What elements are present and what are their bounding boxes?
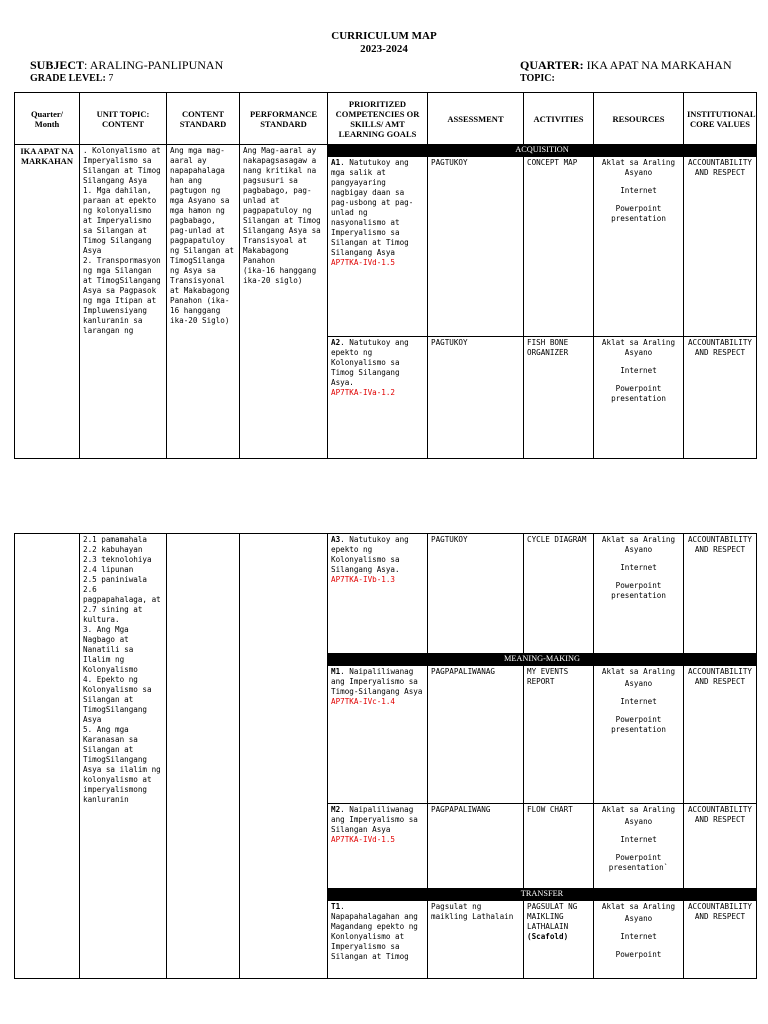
- assessment-cell: Pagsulat ng maikling Lathalain: [428, 901, 524, 979]
- core-values-cell: ACCOUNTABILITY AND RESPECT: [684, 901, 757, 979]
- competency-code: AP7TKA-IVb-1.3: [331, 575, 396, 584]
- activity-cell: PAGSULAT NG MAIKLING LATHALAIN (Scafold): [524, 901, 594, 979]
- competency-code: AP7TKA-IVc-1.4: [331, 697, 396, 706]
- acquisition-band: ACQUISITION: [328, 145, 757, 157]
- table-header-row: [15, 93, 757, 145]
- resources-cell: Aklat sa Araling Asyano Internet Powerpoint presentation: [594, 337, 684, 459]
- activity-cell: FLOW CHART: [524, 804, 594, 889]
- core-values-cell: ACCOUNTABILITY AND RESPECT: [684, 666, 757, 804]
- competency-cell: A3. Natutukoy ang epekto ng Kolonyalismo sa Silangang Asya. AP7TKA-IVb-1.3: [328, 534, 428, 654]
- unit-topic-cell: 2.1 pamamahala 2.2 kabuhayan 2.3 teknolohiya 2.4 lipunan 2.5 paniniwala 2.6 pagpapahalaga, at 2.7 sining at kultura. 3. Ang Mga Nagbago at Nanatili sa Ilalim ng Kolonyalismo 4. Epekto ng Kolonyalismo sa Silangan at TimogSilangang Asya 5. Ang mga Karanasan sa Silangan at TimogSilangang Asya sa ilalim ng kolonyalismo at imperyalismong kanluranin: [80, 534, 167, 979]
- competency-code: AP7TKA-IVa-1.2: [331, 388, 396, 397]
- activity-note: (Scafold): [527, 932, 569, 941]
- resources-cell: Aklat sa Araling Asyano Internet Powerpoint presentation: [594, 534, 684, 654]
- column-header: PERFORMANCE STANDARD: [240, 93, 328, 145]
- grade-line: [30, 73, 113, 84]
- column-header: CONTENT STANDARD: [167, 93, 240, 145]
- activity-cell: FISH BONE ORGANIZER: [524, 337, 594, 459]
- quarter-month-cell: IKA APAT NA MARKAHAN: [15, 145, 80, 459]
- topic-line: [520, 73, 555, 84]
- assessment-cell: PAGTUKOY: [428, 534, 524, 654]
- column-header: RESOURCES: [594, 93, 684, 145]
- activity-cell: MY EVENTS REPORT: [524, 666, 594, 804]
- page-title: CURRICULUM MAP: [331, 30, 437, 42]
- competency-code: AP7TKA-IVd-1.5: [331, 835, 396, 844]
- column-header: ASSESSMENT: [428, 93, 524, 145]
- competency-cell: A2. Natutukoy ang epekto ng Kolonyalismo sa Timog Silangang Asya. AP7TKA-IVa-1.2: [328, 337, 428, 459]
- resources-cell: Aklat sa Araling Asyano Internet Powerpoint presentation`: [594, 804, 684, 889]
- quarter-line: [520, 58, 732, 73]
- column-header: Quarter/ Month: [15, 93, 80, 145]
- unit-topic-cell: . Kolonyalismo at Imperyalismo sa Silangan at Timog Silangang Asya 1. Mga dahilan, paraan at epekto ng kolonyalismo at Imperyalismo sa Silangan at Timog Silangang Asya 2. Transpormasyon ng mga Silangan at TimogSilangang Asya sa Pagpasok ng mga Itipan at Impluwensiyang kanluranin sa larangan ng: [80, 145, 167, 459]
- assessment-cell: PAGTUKOY: [428, 337, 524, 459]
- competency-cell: A1. Natutukoy ang mga salik at pangyayaring nagbigay daan sa pag-usbong at pag-unlad ng nasyonalismo at Imperyalismo sa Silangan at Timog Silangang Asya AP7TKA-IVd-1.5: [328, 157, 428, 337]
- activity-cell: CYCLE DIAGRAM: [524, 534, 594, 654]
- meaning-making-band: MEANING-MAKING: [328, 654, 757, 666]
- quarter-value: IKA APAT NA MARKAHAN: [583, 58, 732, 72]
- performance-standard-cell-empty: [240, 534, 328, 979]
- content-standard-cell-empty: [167, 534, 240, 979]
- core-values-cell: ACCOUNTABILITY AND RESPECT: [684, 157, 757, 337]
- school-year: 2023-2024: [360, 43, 408, 55]
- grade-label: GRADE LEVEL:: [30, 73, 106, 84]
- quarter-month-cell-empty: [15, 534, 80, 979]
- resources-cell: Aklat sa Araling Asyano Internet Powerpoint presentation: [594, 666, 684, 804]
- table-row: [15, 534, 757, 654]
- performance-standard-cell: Ang Mag-aaral ay nakapagsasagaw a nang kritikal na pagsusuri sa pagbabago, pag-unlad at pagpapatuloy ng Silangan at Timog Silangang Asya sa Transisyoal at Makabagong Panahon (ika-16 hanggang ika-20 siglo): [240, 145, 328, 459]
- resources-cell: Aklat sa Araling Asyano Internet Powerpoint: [594, 901, 684, 979]
- subject-value: : ARALING-PANLIPUNAN: [84, 58, 224, 72]
- content-standard-cell: Ang mga mag-aaral ay napapahalaga han ang pagtugon ng mga Asyano sa mga hamon ng pagbabago, pag-unlad at pagpapatuloy ng Silangan at TimogSilanga ng Asya sa Transisyonal at Makabagong Panahon (ika-16 hanggang ika-20 Siglo): [167, 145, 240, 459]
- column-header: INSTITUTIONAL CORE VALUES: [684, 93, 757, 145]
- curriculum-table-page-2: [14, 533, 757, 979]
- competency-cell: M1. Naipaliliwanag ang Imperyalismo sa Timog-Silangang Asya AP7TKA-IVc-1.4: [328, 666, 428, 804]
- competency-cell: T1. Napapahalagahan ang Magandang epekto ng Konlonyalismo at Imperyalismo sa Silangan at Timog: [328, 901, 428, 979]
- core-values-cell: ACCOUNTABILITY AND RESPECT: [684, 804, 757, 889]
- core-values-cell: ACCOUNTABILITY AND RESPECT: [684, 534, 757, 654]
- column-header: ACTIVITIES: [524, 93, 594, 145]
- transfer-band: TRANSFER: [328, 889, 757, 901]
- core-values-cell: ACCOUNTABILITY AND RESPECT: [684, 337, 757, 459]
- curriculum-table-page-1: [14, 92, 757, 459]
- quarter-label: QUARTER:: [520, 58, 584, 72]
- competency-code: AP7TKA-IVd-1.5: [331, 258, 396, 267]
- acquisition-band-row: [15, 145, 757, 157]
- competency-cell: M2. Naipaliliwanag ang Imperyalismo sa Silangan Asya AP7TKA-IVd-1.5: [328, 804, 428, 889]
- resources-cell: Aklat sa Araling Asyano Internet Powerpoint presentation: [594, 157, 684, 337]
- topic-label: TOPIC:: [520, 73, 555, 84]
- column-header: UNIT TOPIC: CONTENT: [80, 93, 167, 145]
- subject-line: [30, 58, 223, 73]
- assessment-cell: PAGTUKOY: [428, 157, 524, 337]
- assessment-cell: PAGPAPALIWANG: [428, 804, 524, 889]
- grade-value: 7: [105, 73, 114, 84]
- subject-label: SUBJECT: [30, 58, 85, 72]
- column-header: PRIORITIZED COMPETENCIES OR SKILLS/ AMT LEARNING GOALS: [328, 93, 428, 145]
- activity-cell: CONCEPT MAP: [524, 157, 594, 337]
- assessment-cell: PAGPAPALIWANAG: [428, 666, 524, 804]
